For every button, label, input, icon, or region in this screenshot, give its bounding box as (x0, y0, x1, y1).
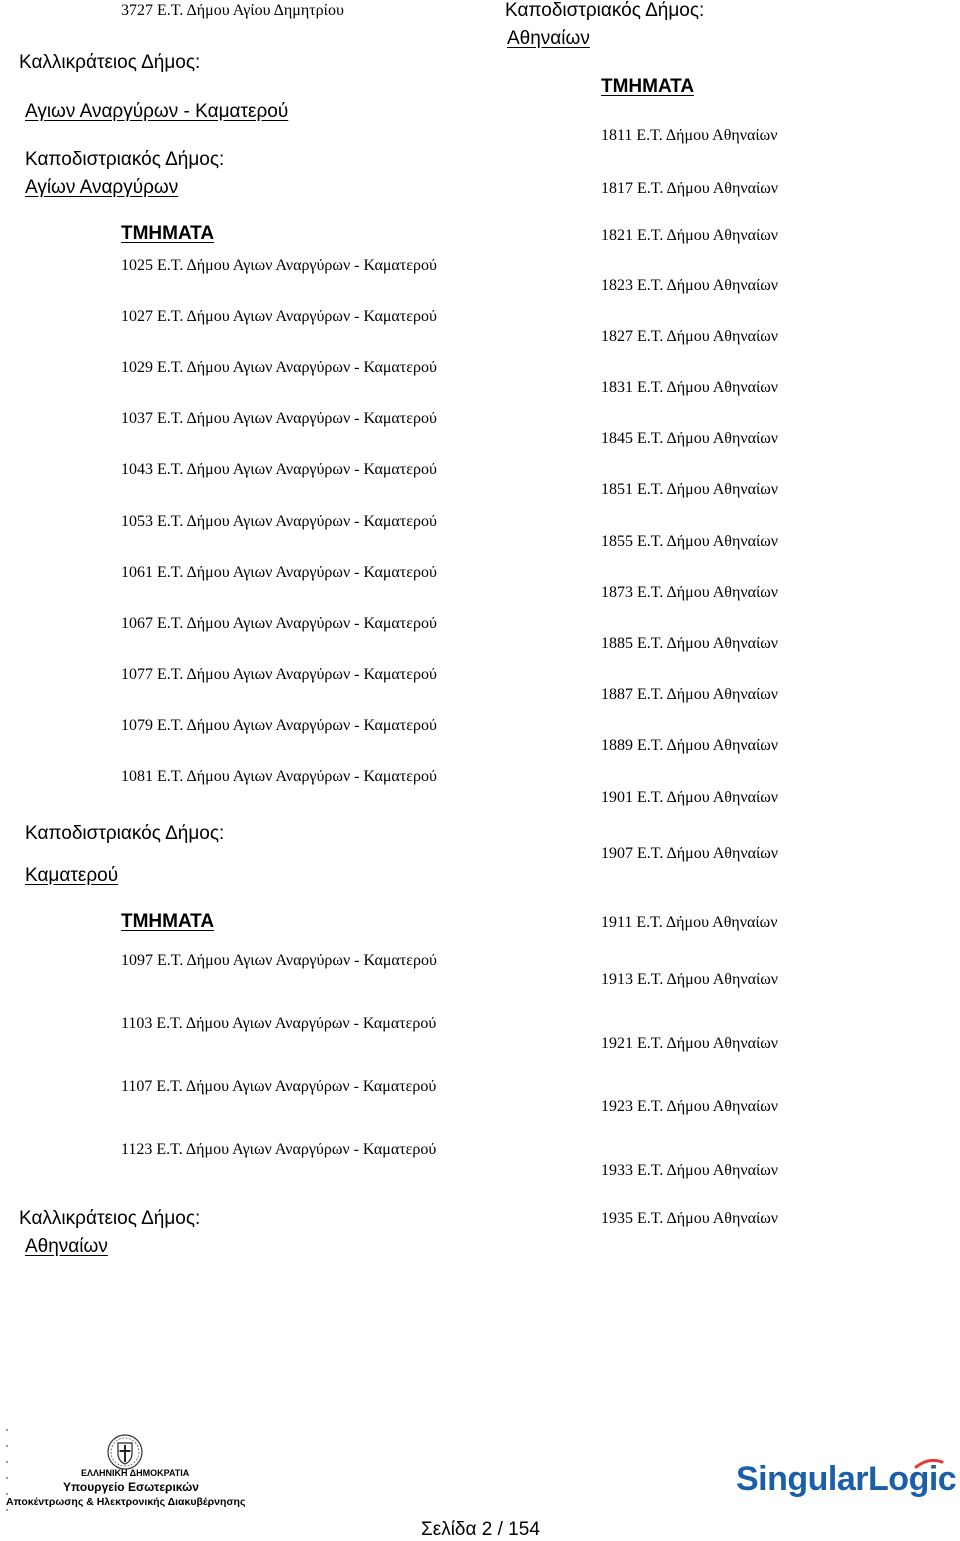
kapodistriakos-label: Καποδιστριακός Δήμος: (505, 0, 705, 21)
section-entry: 1025 Ε.Τ. Δήμου Αγιων Αναργύρων - Καματερού (121, 257, 437, 274)
section-entry: 1081 Ε.Τ. Δήμου Αγιων Αναργύρων - Καματερού (121, 768, 437, 785)
section-entry: 1107 Ε.Τ. Δήμου Αγιων Αναργύρων - Καματερού (121, 1078, 437, 1095)
section-entry: 1043 Ε.Τ. Δήμου Αγιων Αναργύρων - Καματερού (121, 461, 437, 478)
section-entry: 1851 Ε.Τ. Δήμου Αθηναίων (601, 481, 779, 498)
kapodistriakos-name: Καματερού (25, 865, 119, 886)
section-entry: 1123 Ε.Τ. Δήμου Αγιων Αναργύρων - Καματερού (121, 1141, 437, 1158)
seal-line-republic: ΕΛΛΗΝΙΚΗ ΔΗΜΟΚΡΑΤΙΑ (81, 1468, 190, 1478)
page-number: Σελίδα 2 / 154 (421, 1519, 540, 1540)
section-entry: 1889 Ε.Τ. Δήμου Αθηναίων (601, 737, 779, 754)
brand-part1: Singular (736, 1460, 869, 1498)
seal-line-ministry: Υπουργείο Εσωτερικών (63, 1480, 199, 1494)
section-entry: 1921 Ε.Τ. Δήμου Αθηναίων (601, 1035, 779, 1052)
kapodistriakos-name: Αγίων Αναργύρων (25, 177, 179, 198)
section-entry: 1037 Ε.Τ. Δήμου Αγιων Αναργύρων - Καματερού (121, 410, 437, 427)
section-entry: 1907 Ε.Τ. Δήμου Αθηναίων (601, 845, 779, 862)
tmimata-heading: ΤΜΗΜΑΤΑ (121, 223, 215, 244)
kallikrateios-label: Καλλικράτειος Δήμος: (19, 1208, 201, 1229)
logo-swoosh-icon (914, 1456, 944, 1466)
kapodistriakos-label: Καποδιστριακός Δήμος: (25, 823, 225, 844)
section-entry: 1901 Ε.Τ. Δήμου Αθηναίων (601, 789, 779, 806)
section-entry: 1911 Ε.Τ. Δήμου Αθηναίων (601, 914, 778, 931)
section-entry: 1821 Ε.Τ. Δήμου Αθηναίων (601, 227, 779, 244)
section-entry: 1027 Ε.Τ. Δήμου Αγιων Αναργύρων - Καματερού (121, 308, 437, 325)
tmimata-heading: ΤΜΗΜΑΤΑ (601, 76, 695, 97)
section-entry: 1845 Ε.Τ. Δήμου Αθηναίων (601, 430, 779, 447)
brand-part2: Logic (868, 1460, 957, 1498)
section-entry: 1873 Ε.Τ. Δήμου Αθηναίων (601, 584, 779, 601)
kallikrateios-name: Αγιων Αναργύρων - Καματερού (25, 101, 289, 122)
section-entry: 1823 Ε.Τ. Δήμου Αθηναίων (601, 277, 779, 294)
section-entry: 1029 Ε.Τ. Δήμου Αγιων Αναργύρων - Καματερού (121, 359, 437, 376)
section-entry: 1913 Ε.Τ. Δήμου Αθηναίων (601, 971, 779, 988)
section-entry: 1935 Ε.Τ. Δήμου Αθηναίων (601, 1210, 779, 1227)
section-entry: 1885 Ε.Τ. Δήμου Αθηναίων (601, 635, 779, 652)
section-entry: 1817 Ε.Τ. Δήμου Αθηναίων (601, 180, 779, 197)
seal-line-department: Αποκέντρωσης & Ηλεκτρονικής Διακυβέρνησης (6, 1496, 246, 1508)
section-entry: 1827 Ε.Τ. Δήμου Αθηναίων (601, 328, 779, 345)
page-edge-marks (4, 1424, 10, 1534)
tmimata-heading: ΤΜΗΜΑΤΑ (121, 911, 215, 932)
section-entry: 1855 Ε.Τ. Δήμου Αθηναίων (601, 533, 779, 550)
section-entry: 1077 Ε.Τ. Δήμου Αγιων Αναργύρων - Καματερού (121, 666, 437, 683)
section-entry: 1887 Ε.Τ. Δήμου Αθηναίων (601, 686, 779, 703)
section-entry: 1811 Ε.Τ. Δήμου Αθηναίων (601, 127, 778, 144)
section-entry: 1079 Ε.Τ. Δήμου Αγιων Αναργύρων - Καματερού (121, 717, 437, 734)
kallikrateios-label: Καλλικράτειος Δήμος: (19, 52, 201, 73)
section-entry: 1097 Ε.Τ. Δήμου Αγιων Αναργύρων - Καματερού (121, 952, 437, 969)
kapodistriakos-name: Αθηναίων (507, 28, 590, 49)
section-entry: 1103 Ε.Τ. Δήμου Αγιων Αναργύρων - Καματερού (121, 1015, 437, 1032)
top-entry: 3727 Ε.Τ. Δήμου Αγίου Δημητρίου (121, 2, 344, 19)
kallikrateios-name: Αθηναίων (25, 1236, 108, 1257)
section-entry: 1933 Ε.Τ. Δήμου Αθηναίων (601, 1162, 779, 1179)
kapodistriakos-label: Καποδιστριακός Δήμος: (25, 149, 225, 170)
section-entry: 1053 Ε.Τ. Δήμου Αγιων Αναργύρων - Καματερού (121, 513, 437, 530)
section-entry: 1067 Ε.Τ. Δήμου Αγιων Αναργύρων - Καματερού (121, 615, 437, 632)
greek-coat-of-arms-icon (107, 1434, 143, 1470)
section-entry: 1061 Ε.Τ. Δήμου Αγιων Αναργύρων - Καματερού (121, 564, 437, 581)
section-entry: 1923 Ε.Τ. Δήμου Αθηναίων (601, 1098, 779, 1115)
section-entry: 1831 Ε.Τ. Δήμου Αθηναίων (601, 379, 779, 396)
